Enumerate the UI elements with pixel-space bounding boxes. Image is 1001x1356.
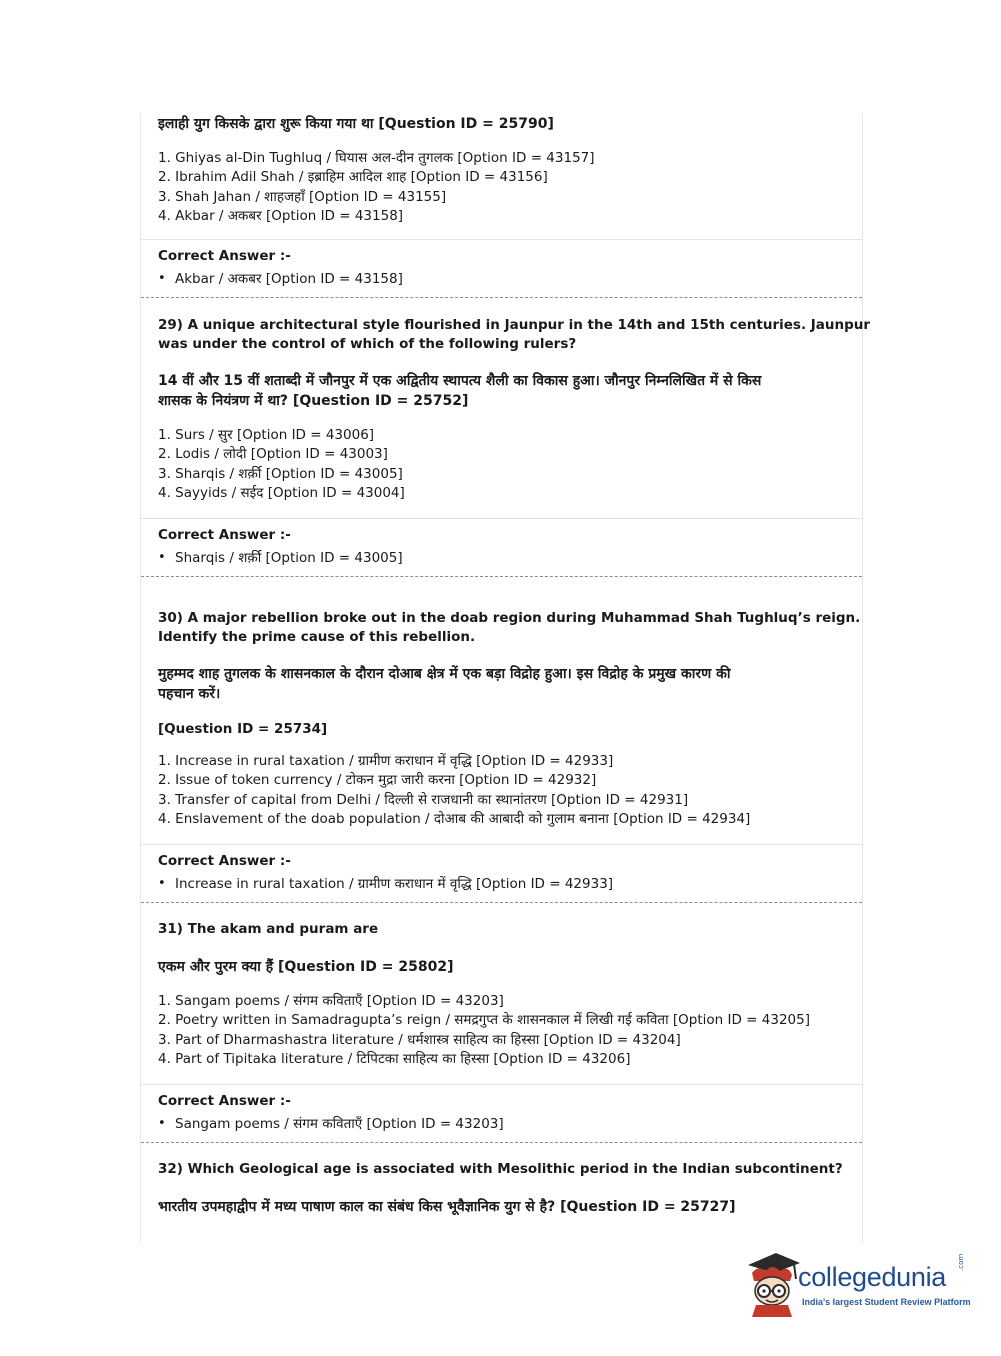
correct-answer-29 [141,518,862,577]
correct-answer-30 [141,844,862,903]
bullet: • [158,271,166,286]
bullet: • [158,1116,166,1131]
correct-answer-28 [141,239,862,298]
question-text-english: 29) A unique architectural style flourished in Jaunpur in the 14th and 15th centuries. Jaunpur [158,317,871,333]
correct-answer-label: Correct Answer :- [158,853,291,869]
correct-answer-text: Sharqis / शर्क़ी [Option ID = 43005] [175,550,403,566]
question-paper [140,113,871,1243]
question-32 [141,1142,862,1242]
option-4: 4. Part of Tipitaka literature / टिपिटका साहित्य का हिस्सा [Option ID = 43206] [158,1051,631,1067]
question-31 [141,902,862,1085]
logo-tagline: India's largest Student Review Platform [802,1297,971,1307]
question-text-hindi: इलाही युग किसके द्वारा शुरू किया गया था [Question ID = 25790] [158,116,554,132]
option-3: 3. Part of Dharmashastra literature / धर्मशास्त्र साहित्य का हिस्सा [Option ID = 43204] [158,1032,681,1048]
option-4: 4. Sayyids / सईद [Option ID = 43004] [158,485,405,501]
option-2: 2. Poetry written in Samadragupta’s reign / समद्रगुप्त के शासनकाल में लिखी गई कविता [Option ID = 43205] [158,1012,810,1028]
question-text-hindi: भारतीय उपमहाद्वीप में मध्य पाषाण काल का संबंध किस भूवैज्ञानिक युग से है? [Question ID = 25727] [158,1199,736,1215]
correct-answer-31 [141,1084,862,1143]
question-text-hindi-line2: शासक के नियंत्रण में था? [Question ID = 25752] [158,393,469,409]
option-1: 1. Surs / सुर [Option ID = 43006] [158,427,375,443]
logo-domain: .com [957,1253,965,1271]
option-3: 3. Transfer of capital from Delhi / दिल्ली से राजधानी का स्थानांतरण [Option ID = 42931] [158,792,689,808]
question-text-english-line2: Identify the prime cause of this rebellion. [158,629,476,645]
correct-answer-label: Correct Answer :- [158,1093,291,1109]
bullet: • [158,550,166,565]
option-1: 1. Ghiyas al-Din Tughluq / घियास अल-दीन तुगलक [Option ID = 43157] [158,150,595,166]
option-1: 1. Increase in rural taxation / ग्रामीण कराधान में वृद्धि [Option ID = 42933] [158,753,614,769]
correct-answer-text: Sangam poems / संगम कविताएँ [Option ID = 43203] [175,1116,504,1132]
collegedunia-logo [744,1251,969,1321]
option-3: 3. Shah Jahan / शाहजहाँ [Option ID = 43155] [158,189,447,205]
option-2: 2. Issue of token currency / टोकन मुद्रा जारी करना [Option ID = 42932] [158,772,597,788]
question-text-hindi-line2: पहचान करें। [158,686,221,702]
mascot-icon [744,1251,800,1317]
logo-name: collegedunia [798,1262,947,1292]
question-text-hindi: मुहम्मद शाह तुगलक के शासनकाल के दौरान दोआब क्षेत्र में एक बड़ा विद्रोह हुआ। इस विद्रोह के प्रमुख कारण की [158,666,731,682]
correct-answer-text: Increase in rural taxation / ग्रामीण कराधान में वृद्धि [Option ID = 42933] [175,876,614,892]
question-29 [141,297,871,519]
option-2: 2. Ibrahim Adil Shah / इब्राहिम आदिल शाह [Option ID = 43156] [158,169,548,185]
question-30 [141,576,862,845]
option-2: 2. Lodis / लोदी [Option ID = 43003] [158,446,388,462]
question-text-hindi: एकम और पुरम क्या हैं [Question ID = 25802] [158,959,454,975]
option-1: 1. Sangam poems / संगम कविताएँ [Option ID = 43203] [158,993,504,1009]
question-text-english-line2: was under the control of which of the following rulers? [158,336,577,352]
correct-answer-label: Correct Answer :- [158,527,291,543]
question-text-hindi: 14 वीं और 15 वीं शताब्दी में जौनपुर में एक अद्वितीय स्थापत्य शैली का विकास हुआ। जौनपुर निम्नलिखित में से किस [158,373,762,389]
bullet: • [158,876,166,891]
correct-answer-text: Akbar / अकबर [Option ID = 43158] [175,271,403,287]
correct-answer-label: Correct Answer :- [158,248,291,264]
option-4: 4. Enslavement of the doab population / दोआब की आबादी को गुलाम बनाना [Option ID = 42934] [158,811,751,827]
question-text-english: 31) The akam and puram are [158,921,379,937]
question-text-english: 30) A major rebellion broke out in the doab region during Muhammad Shah Tughluq’s reign. [158,610,861,626]
option-4: 4. Akbar / अकबर [Option ID = 43158] [158,208,404,224]
question-text-english: 32) Which Geological age is associated with Mesolithic period in the Indian subcontinent? [158,1161,843,1177]
question-id: [Question ID = 25734] [158,721,328,737]
question-28 [141,113,862,240]
option-3: 3. Sharqis / शर्क़ी [Option ID = 43005] [158,466,403,482]
